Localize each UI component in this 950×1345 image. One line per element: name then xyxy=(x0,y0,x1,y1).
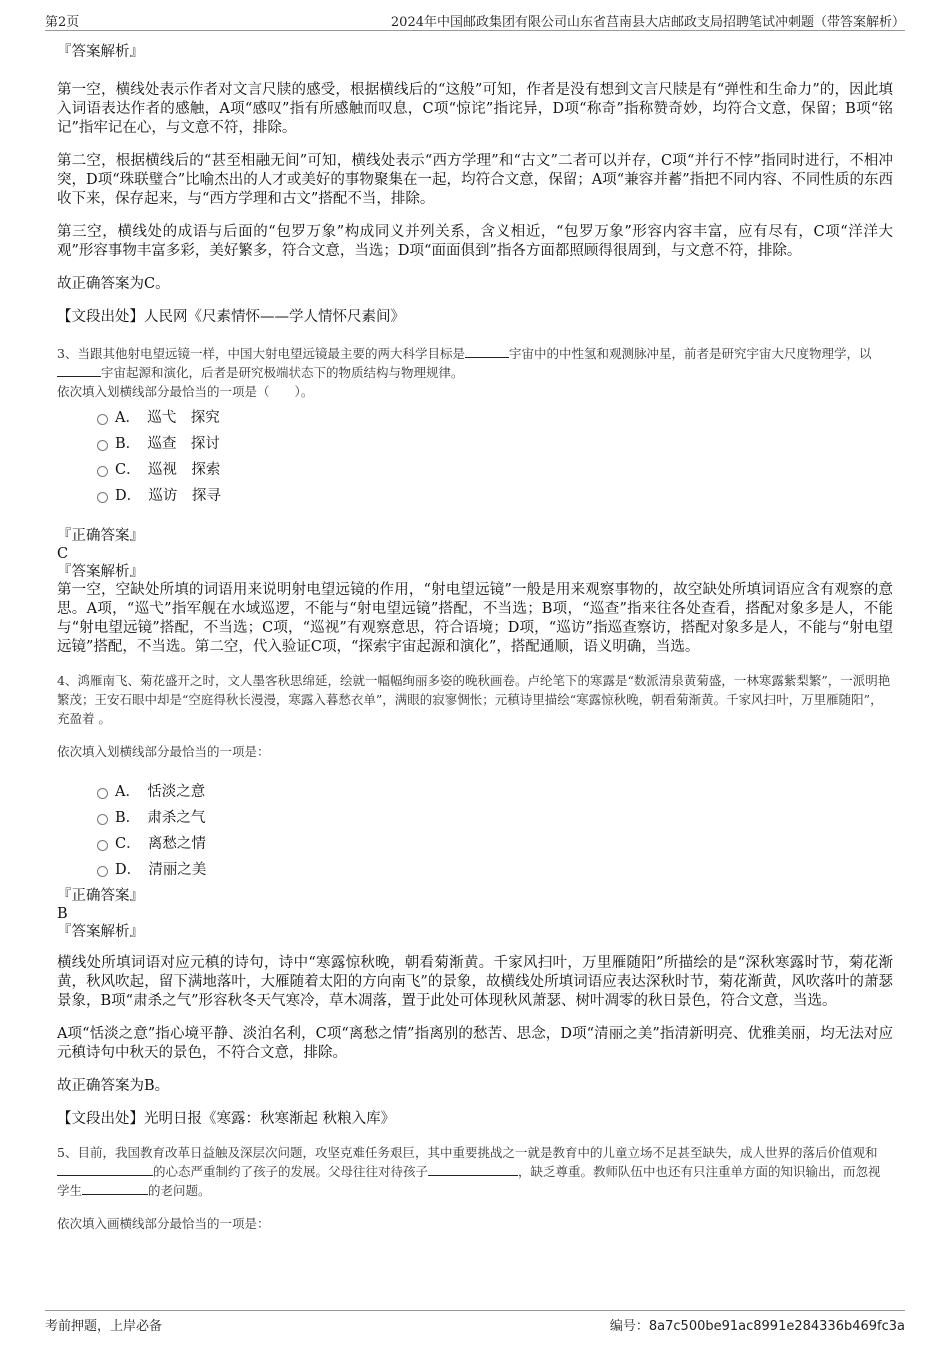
analysis-paragraph: 第一空，空缺处所填的词语用来说明射电望远镜的作用，“射电望远镜”一般是用来观察事物的，故空缺处所填词语应含有观察的意思。A项，“巡弋”指军舰在水域巡逻，不能与“射电望远镜”搭配，不当选；B项，“巡查”指来往各处查看，搭配对象多是人，不能与“射电望远镜”搭配，不当选；C项，“巡视”有观察意思，符合语境；D项，“巡访”指巡查察访，搭配对象多是人，不能与“射电望远镜”搭配，不当选。第二空，代入验证C项，“探索宇宙起源和演化”，搭配通顺，语义明确，当选。 xyxy=(57,582,893,655)
question-3 xyxy=(57,344,893,657)
analysis-paragraph: 第二空，根据横线后的“甚至相融无间”可知，横线处表示“西方学理”和“古文”二者可以并存，C项“并行不悖”指同时进行，不相冲突，D项“珠联璧合”比喻杰出的人才或美好的事物聚集在一起，均符合文意，保留；A项“兼容并蓄”指把不同内容、不同性质的东西收下来，保存起来，与“西方学理和古文”搭配不当，排除。 xyxy=(57,153,893,207)
question-text: 4、鸿雁南飞、菊花盛开之时，文人墨客秋思绵延，绘就一幅幅绚丽多姿的晚秋画卷。卢纶笔下的寒露是“数派清泉黄菊盛，一林寒露紫梨繁”，一派明艳繁茂；王安石眼中却是“空庭得秋长漫漫，寒露入暮愁衣单”，满眼的寂寥惆怅；元稹诗里描绘“寒露惊秋晚，朝看菊渐黄。千家风扫叶，万里雁随阳”，充盈着 。 xyxy=(57,673,891,726)
option-d[interactable]: D． 清丽之美 xyxy=(57,857,893,883)
conclusion-text: 故正确答案为C。 xyxy=(57,276,170,292)
analysis-paragraph: 第一空，横线处表示作者对文言尺牍的感受，根据横线后的“这般”可知，作者是没有想到文言尺牍是有“弹性和生命力”的，因此填入词语表达作者的感触，A项“感叹”指有所感触而叹息，C项“惊诧”指诧异，D项“称奇”指称赞奇妙，均符合文意，保留；B项“铭记”指牢记在心，与文意不符，排除。 xyxy=(57,82,893,136)
page-content xyxy=(57,40,893,1233)
option-c[interactable]: C． 离愁之情 xyxy=(57,831,893,857)
answer-blank xyxy=(57,363,101,377)
analysis-paragraph: 第三空，横线处的成语与后面的“包罗万象”构成同义并列关系，含义相近，“包罗万象”形容内容丰富，应有尽有，C项“洋洋大观”形容事物丰富多彩，美好繁多，符合文意，当选；D项“面面俱到”指各方面都照顾得很周到，与文意不符，排除。 xyxy=(57,224,893,259)
question-prompt: 依次填入划横线部分最恰当的一项是（ ）。 xyxy=(57,384,314,399)
answer-blank xyxy=(465,344,509,358)
source-citation: 【文段出处】人民网《尺素情怀——学人情怀尺素间》 xyxy=(57,309,405,325)
document-code: 编号：8a7c500be91ac8991e284336b469fc3a xyxy=(609,1319,905,1334)
question-text: 5、目前，我国教育改革日益触及深层次问题，攻坚克难任务艰巨，其中重要挑战之一就是教育中的儿童立场不足甚至缺失，成人世界的落后价值观和的心态严重制约了孩子的发展。父母往往对待孩子 ，缺乏尊重。教师队伍中也还有只注重单方面的知识输出，而忽视学生 的老问题。 xyxy=(57,1145,881,1198)
option-list xyxy=(57,405,893,509)
analysis-paragraph: A项“恬淡之意”指心境平静、淡泊名利，C项“离愁之情”指离别的愁苦、思念，D项“清丽之美”指清新明亮、优雅美丽，均无法对应元稹诗句中秋天的景色，不符合文意，排除。 xyxy=(57,1026,893,1061)
analysis-paragraph: 横线处所填词语对应元稹的诗句，诗中“寒露惊秋晚，朝看菊渐黄。千家风扫叶，万里雁随阳”所描绘的是“深秋寒露时节，菊花渐黄，秋风吹起，留下满地落叶，大雁随着太阳的方向南飞”的景象，故横线处所填词语应表达深秋时节，菊花渐黄，风吹落叶的萧瑟景象，B项“肃杀之气”形容秋冬天气寒冷，草木凋落，置于此处可体现秋风萧瑟、树叶凋零的秋日景色，符合文意，当选。 xyxy=(57,955,893,1009)
option-a[interactable]: A． 巡弋 探究 xyxy=(57,405,893,431)
page-number: 第2页 xyxy=(45,15,80,30)
radio-icon[interactable] xyxy=(97,466,108,477)
question-4 xyxy=(57,671,893,1129)
question-text: 3、当跟其他射电望远镜一样，中国大射电望远镜最主要的两大科学目标是 宇宙中的中性氢和观测脉冲星，前者是研究宇宙大尺度物理学，以宇宙起源和演化，后者是研究极端状态下的物质结构与物理规律。 xyxy=(57,346,872,380)
correct-answer-label: 『正确答案』 xyxy=(57,528,144,544)
radio-icon[interactable] xyxy=(97,840,108,851)
radio-icon[interactable] xyxy=(97,788,108,799)
radio-icon[interactable] xyxy=(97,866,108,877)
option-b[interactable]: B． 肃杀之气 xyxy=(57,805,893,831)
answer-blank xyxy=(82,1181,148,1195)
footer-slogan: 考前押题，上岸必备 xyxy=(45,1319,163,1334)
question-prompt: 依次填入画横线部分最恰当的一项是： xyxy=(57,1216,270,1231)
document-title: 2024年中国邮政集团有限公司山东省莒南县大店邮政支局招聘笔试冲刺题（带答案解析） xyxy=(390,15,905,30)
option-list xyxy=(57,779,893,883)
radio-icon[interactable] xyxy=(97,814,108,825)
radio-icon[interactable] xyxy=(97,414,108,425)
correct-answer: B xyxy=(57,906,68,922)
radio-icon[interactable] xyxy=(97,492,108,503)
page-header xyxy=(45,8,905,31)
conclusion-text: 故正确答案为B。 xyxy=(57,1078,170,1094)
correct-answer: C xyxy=(57,546,69,562)
analysis-label: 『答案解析』 xyxy=(57,44,144,60)
question-5 xyxy=(57,1143,893,1233)
source-citation: 【文段出处】光明日报《寒露：秋寒渐起 秋粮入库》 xyxy=(57,1111,396,1127)
analysis-label: 『答案解析』 xyxy=(57,924,144,940)
page-footer xyxy=(45,1310,905,1335)
question-prompt: 依次填入划横线部分最恰当的一项是： xyxy=(57,744,270,759)
answer-blank xyxy=(428,1162,518,1176)
answer-blank xyxy=(57,1162,153,1176)
correct-answer-label: 『正确答案』 xyxy=(57,888,144,904)
option-c[interactable]: C． 巡视 探索 xyxy=(57,457,893,483)
option-b[interactable]: B． 巡查 探讨 xyxy=(57,431,893,457)
option-a[interactable]: A． 恬淡之意 xyxy=(57,779,893,805)
radio-icon[interactable] xyxy=(97,440,108,451)
option-d[interactable]: D． 巡访 探寻 xyxy=(57,483,893,509)
analysis-label: 『答案解析』 xyxy=(57,564,144,580)
